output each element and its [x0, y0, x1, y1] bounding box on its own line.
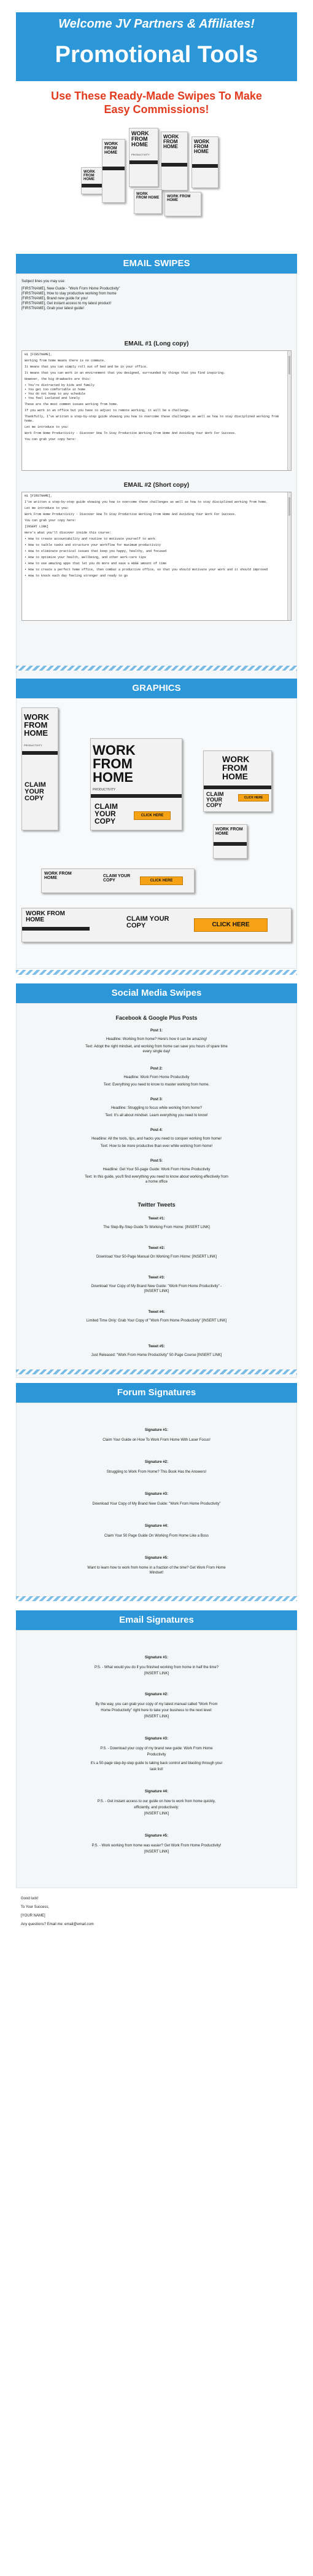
- footer-line: Any questions? Email me: email@email.com: [21, 1923, 94, 1926]
- scrollbar[interactable]: [287, 351, 291, 470]
- subject-line: [FIRSTNAME], Grab your latest guide!: [21, 307, 85, 310]
- email2-title: EMAIL #2 (Short copy): [123, 482, 190, 489]
- tweet-text: Download Your Copy of My Brand New Guide: "Work From Home Productivity" - [INSERT LINK]: [91, 1285, 222, 1293]
- tweet-label: Tweet #3:: [148, 1276, 165, 1280]
- forum-bar: Forum Signatures: [16, 1383, 297, 1403]
- subjects-heading: Subject lines you may use:: [21, 280, 66, 283]
- email1-textarea[interactable]: Hi [FIRSTNAME], Working from home means there is no commute. It means that you can simply roll out of bed and be in your office. It means that you can work in an environment that you designed, surrounded by things that you find inspiring. However, the big drawbacks are this: • You're distracted by kids and family • You get too comfortable at home • You do not keep to any schedule • You feel isolated and lonely These are the most common issues working from home. If you work in an office but you have to adjust to remote working, it will be a challenge. Thankfully, I've written a step-by-step guide showing you how to overcome these challenges as well as how to stay disciplined working from home. Let me introduce to you: Work From Home Productivity - Discover How To Stay Productive Working From Home And Avoiding Your Work For Success. You can grab your copy here:: [21, 350, 292, 471]
- footer-line: Good luck!: [21, 1897, 39, 1900]
- signature-text: task list!: [150, 1768, 163, 1771]
- product-mockup: [75, 123, 238, 218]
- banner-rectangle: WORK FROM HOME CLAIM YOUR COPY CLICK HERE: [203, 750, 272, 812]
- tweet-text: The Step-By-Step Guide To Working From Home: [INSERT LINK]: [103, 1226, 210, 1229]
- ebook-cover-2: WORK FROM HOME PRODUCTIVITY: [129, 128, 158, 187]
- hero-banner: [16, 12, 297, 81]
- ebook-cover-4: WORK FROM HOME: [191, 136, 218, 188]
- post-label: Post 2:: [150, 1067, 163, 1071]
- subheadline: Use These Ready-Made Swipes To Make Easy Commissions!: [51, 90, 262, 116]
- tweet-text: Download Your 50-Page Manual On Working From Home: [INSERT LINK]: [96, 1255, 217, 1259]
- email-swipes-panel: [16, 274, 297, 698]
- signature-text: Download Your Copy of My Brand New Guide: "Work From Home Productivity": [92, 1502, 221, 1506]
- banner-skyscraper: WORK FROM HOME PRODUCTIVITY CLAIM YOUR COPY: [21, 707, 58, 830]
- divider: [16, 970, 297, 975]
- footer-line: To Your Success,: [21, 1905, 50, 1909]
- post-text: Text: Adopt the right mindset, and working from home can save you hours of spare time every single day!: [85, 1045, 228, 1054]
- signature-label: Signature #4:: [144, 1790, 168, 1794]
- click-here-button[interactable]: CLICK HERE: [140, 876, 183, 885]
- post-text: Text: Everything you need to know to master working from home.: [103, 1083, 210, 1087]
- post-headline: Headline: Working from home? Here's how it can be amazing!: [106, 1038, 207, 1041]
- signature-label: Signature #5:: [144, 1834, 168, 1838]
- email1-title: EMAIL #1 (Long copy): [124, 341, 189, 347]
- signature-text: P.S. - What would you do if you finished working from home in half the time?: [95, 1666, 218, 1669]
- signature-link: [INSERT LINK]: [144, 1812, 169, 1816]
- forum-panel: [16, 1403, 297, 1597]
- signature-text: By the way, you can grab your copy of my latest manual called "Work From: [95, 1703, 218, 1706]
- banner-leaderboard-small: WORK FROM HOME CLAIM YOUR COPY CLICK HERE: [41, 869, 195, 893]
- phone-device: WORK FROM HOME: [134, 189, 162, 214]
- post-label: Post 5:: [150, 1159, 163, 1163]
- tweet-text: Just Released: "Work From Home Productivity" 50-Page Course [INSERT LINK]: [91, 1353, 222, 1357]
- subject-line: [FIRSTNAME], How to stay productive working from home: [21, 292, 117, 296]
- ebook-cover-1: WORK FROM HOME: [102, 139, 125, 203]
- signature-text: P.S. - Work working from home was easier? Get Work From Home Productivity!: [91, 1844, 222, 1848]
- signature-text: Productivity: [147, 1753, 166, 1757]
- tweet-label: Tweet #1:: [148, 1217, 165, 1221]
- signature-label: Signature #3:: [144, 1737, 168, 1741]
- graphics-panel: [16, 698, 297, 969]
- signature-text: P.S. - Download your copy of my brand new guide: Work From Home: [100, 1747, 213, 1751]
- signature-text: P.S. - Get instant access to our guide on how to work from home quickly,: [97, 1800, 216, 1803]
- click-here-button[interactable]: CLICK HERE: [134, 811, 171, 820]
- email-sigs-panel: [16, 1630, 297, 1888]
- post-label: Post 3:: [150, 1098, 163, 1101]
- post-text: Text: It's all about mindset. Learn everything you need to know!: [105, 1114, 208, 1117]
- tweet-label: Tweet #2:: [148, 1247, 165, 1250]
- post-headline: Headline: Struggling to focus while working from home?: [110, 1106, 203, 1110]
- post-headline: Headline: Get Your 50-page Guide: Work From Home Productivity: [102, 1168, 211, 1172]
- ebook-cover-3: WORK FROM HOME: [161, 132, 188, 191]
- tweet-label: Tweet #4:: [148, 1310, 165, 1314]
- tw-heading: Twitter Tweets: [137, 1202, 176, 1208]
- signature-text: It's a 50-page step-by-step guide to taking back control and blasting through your: [90, 1762, 223, 1765]
- email-sigs-bar: Email Signatures: [16, 1610, 297, 1630]
- tablet-device: WORK FROM HOME: [164, 192, 201, 216]
- post-text: Text: How to be more productive than ever while working from home!: [100, 1144, 213, 1148]
- signature-link: [INSERT LINK]: [144, 1715, 169, 1719]
- tweet-text: Limited Time Only: Grab Your Copy of "Work From Home Productivity" [INSERT LINK]: [86, 1319, 227, 1323]
- divider: [16, 1369, 297, 1374]
- email-swipes-bar: EMAIL SWIPES: [16, 254, 297, 274]
- signature-link: [INSERT LINK]: [144, 1672, 169, 1676]
- scrollbar[interactable]: [287, 492, 291, 620]
- email2-textarea[interactable]: Hi [FIRSTNAME], I've written a step-by-step guide showing you how to overcome these challenges as well as how to stay disciplined working from home. Let me introduce to you: Work From Home Productivity - Discover How To Stay Productive Working From Home And Avoiding Your Work For Success. You can grab your copy here: [INSERT LINK] Here's what you'll discover inside this course: • How to create accountability and routine to motivate yourself to work • How to tackle tasks and structure your workflow for maximum productivity • How to eliminate practical issues that keep you happy, healthy, and focused • How to optimize your health, wellbeing, and other work-care tips • How to use amazing apps that let you do more and save a HUGE amount of time • How to create a perfect home office, then combat a productive office, so that you should motivate your work and it should improved • How to knock each day feeling stronger and ready to go: [21, 492, 292, 621]
- signature-text: Claim Your Guide on How To Work From Home With Laser Focus!: [102, 1438, 211, 1442]
- welcome-text: Welcome JV Partners & Affiliates!: [58, 17, 255, 31]
- signature-label: Signature #1:: [144, 1656, 168, 1660]
- footer: [16, 1894, 297, 1929]
- divider: [16, 666, 297, 671]
- signature-text: Claim Your 50 Page Guide On Working From Home Like a Boss: [104, 1534, 209, 1538]
- post-label: Post 1:: [150, 1029, 163, 1033]
- post-headline: Headline: Work From Home Productivity: [123, 1076, 190, 1079]
- post-text: Text: In this guide, you'll find everything you need to know about working effectively from a home office: [85, 1175, 228, 1184]
- signature-label: Signature #4:: [144, 1524, 168, 1528]
- post-headline: Headline: All the tools, tips, and hacks you need to conquer working from home!: [91, 1137, 222, 1141]
- signature-link: [INSERT LINK]: [144, 1850, 169, 1854]
- subject-line: [FIRSTNAME], Brand new guide for you!: [21, 297, 88, 301]
- signature-text: Home Productivity" right here to take your business to the next level:: [101, 1709, 212, 1712]
- post-label: Post 4:: [150, 1128, 163, 1132]
- click-here-button[interactable]: CLICK HERE: [194, 918, 268, 932]
- signature-label: Signature #5:: [144, 1556, 168, 1560]
- divider: [16, 1596, 297, 1601]
- click-here-button[interactable]: CLICK HERE: [238, 794, 269, 802]
- fb-heading: Facebook & Google Plus Posts: [115, 1015, 198, 1021]
- subject-line: [FIRSTNAME], New Guide - "Work From Home Productivity": [21, 287, 120, 291]
- signature-text: Struggling to Work From Home? This Book Has the Answers!: [106, 1470, 207, 1474]
- signature-label: Signature #2:: [144, 1693, 168, 1696]
- signature-label: Signature #3:: [144, 1492, 168, 1496]
- banner-leaderboard: WORK FROM HOME CLAIM YOUR COPY CLICK HERE: [21, 908, 292, 942]
- social-bar: Social Media Swipes: [16, 983, 297, 1003]
- subject-line: [FIRSTNAME], Get instant access to my latest product!: [21, 302, 112, 305]
- dvd-case: WORK FROM HOME: [81, 167, 104, 194]
- tweet-label: Tweet #5:: [148, 1345, 165, 1349]
- signature-text: efficiently, and productively:: [134, 1806, 179, 1810]
- signature-label: Signature #1:: [144, 1428, 168, 1432]
- signature-text: Want to learn how to work from home in a fraction of the time? Get Work From Home Mindset!: [87, 1566, 226, 1575]
- footer-line: [YOUR NAME]: [21, 1914, 45, 1918]
- subject-lines: [21, 279, 120, 311]
- banner-small: WORK FROM HOME: [213, 824, 247, 859]
- page-title: Promotional Tools: [55, 42, 258, 68]
- graphics-bar: GRAPHICS: [16, 679, 297, 698]
- signature-label: Signature #2:: [144, 1460, 168, 1464]
- social-panel: [16, 1003, 297, 1378]
- banner-square: WORK FROM HOME PRODUCTIVITY CLAIM YOUR COPY CLICK HERE: [90, 738, 182, 830]
